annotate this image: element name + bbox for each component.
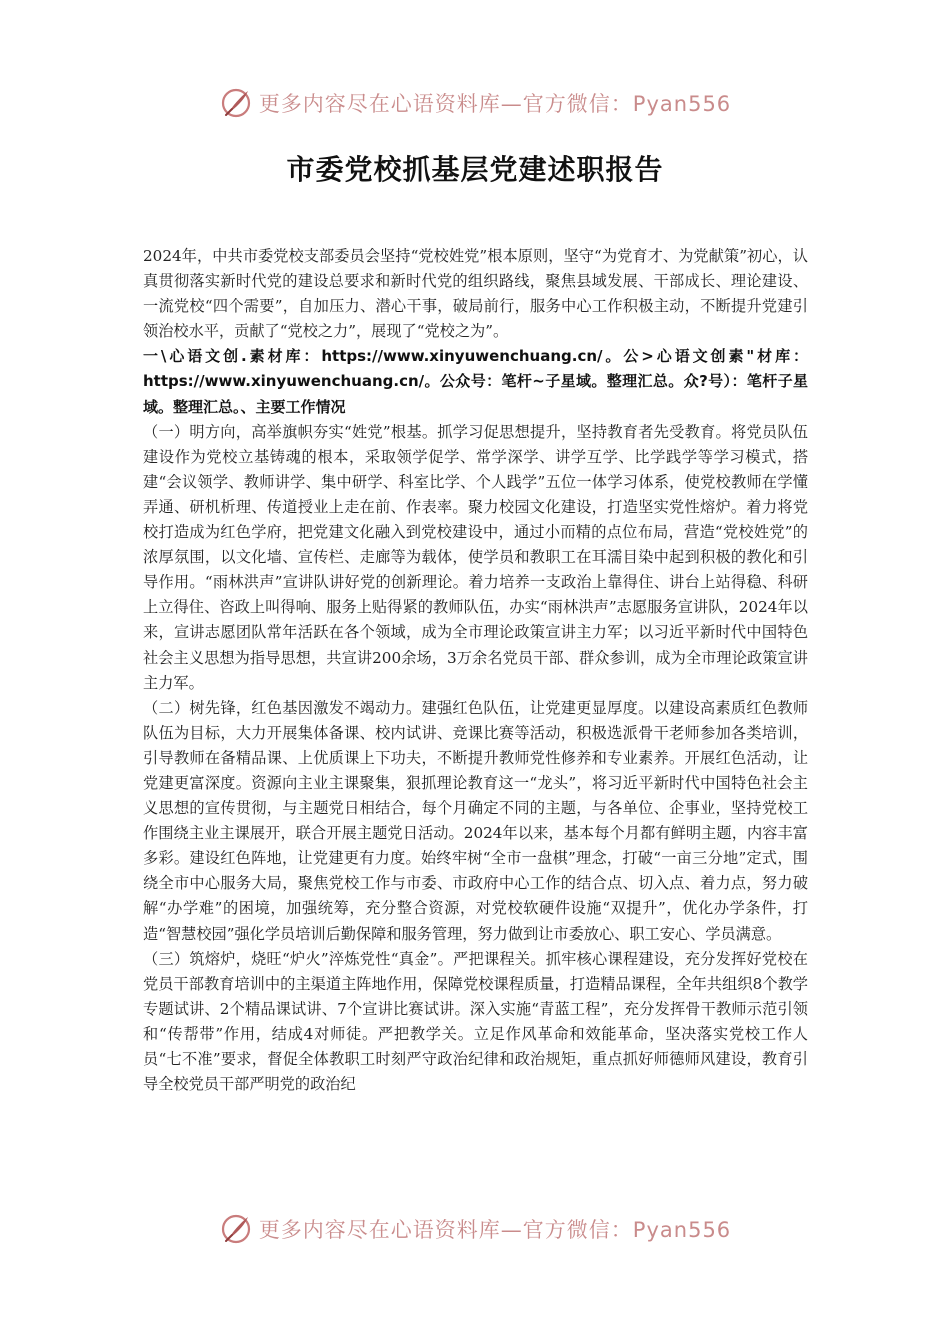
document-title: 市委党校抓基层党建述职报告	[286, 153, 664, 186]
watermark-banner-top	[0, 83, 950, 123]
watermark-group	[219, 1212, 731, 1246]
body-paragraph-2: （二）树先锋，红色基因激发不竭动力。建强红色队伍，让党建更显厚度。以建设高素质红色教师队伍为目标，大力开展集体备课、校内试讲、竞课比赛等活动，积极选派骨干老师参加各类培训，引导教师在备精品课、上优质课上下功夫，不断提升教师党性修养和专业素养。开展红色活动，让党建更富深度。资源向主业主课聚集，狠抓理论教育这一“龙头”，将习近平新时代中国特色社会主义思想的宣传贯彻，与主题党日相结合，每个月确定不同的主题，与各单位、企事业，坚持党校工作围绕主业主课展开，联合开展主题党日活动。2024年以来，基本每个月都有鲜明主题，内容丰富多彩。建设红色阵地，让党建更有力度。始终牢树“全市一盘棋”理念，打破“一亩三分地”定式，围绕全市中心服务大局，聚焦党校工作与市委、市政府中心工作的结合点、切入点、着力点，努力破解“办学难”的困境，加强统筹，充分整合资源，对党校软硬件设施“双提升”，优化办学条件，打造“智慧校园”强化学员培训后勤保障和服务管理，努力做到让市委放心、职工安心、学员满意。	[143, 698, 808, 943]
quill-pen-icon	[219, 86, 253, 120]
body-paragraph-1: （一）明方向，高举旗帜夯实“姓党”根基。抓学习促思想提升，坚持教育者先受教育。将党员队伍建设作为党校立基铸魂的根本，采取领学促学、常学深学、讲学互学、比学践学等学习模式，搭建“会议领学、教师讲学、集中研学、科室比学、个人践学”五位一体学习体系，使党校教师在学懂弄通、研机析理、传道授业上走在前、作表率。聚力校园文化建设，打造坚实党性熔炉。着力将党校打造成为红色学府，把党建文化融入到党校建设中，通过小而精的点位布局，营造“党校姓党”的浓厚氛围，以文化墙、宣传栏、走廊等为载体，使学员和教职工在耳濡目染中起到积极的教化和引导作用。“雨林洪声”宣讲队讲好党的创新理论。着力培养一支政治上靠得住、讲台上站得稳、科研上立得住、咨政上叫得响、服务上贴得紧的教师队伍，办实“雨林洪声”志愿服务宣讲队，2024年以来，宣讲志愿团队常年活跃在各个领域，成为全市理论政策宣讲主力军；以习近平新时代中国特色社会主义思想为指导思想，共宣讲200余场，3万余名党员干部、群众参训，成为全市理论政策宣讲主力军。	[143, 422, 808, 692]
document-body	[143, 244, 808, 1097]
watermark-text: 更多内容尽在心语资料库—官方微信：Pyan556	[258, 92, 732, 116]
quill-pen-icon	[219, 1212, 253, 1246]
watermark-group	[219, 86, 731, 120]
section-heading-with-watermark: 一\心语文创.素材库：https://www.xinyuwenchuang.cn/。公>心语文创素"材库：https://www.xinyuwenchuang.cn/。公众号：笔杆~子星域。整理汇总。众?号）：笔杆子星域。整理汇总。、主要工作情况	[143, 347, 808, 416]
body-paragraph-3: （三）筑熔炉，烧旺“炉火”淬炼党性“真金”。严把课程关。抓牢核心课程建设，充分发挥好党校在党员干部教育培训中的主渠道主阵地作用，保障党校课程质量，打造精品课程，全年共组织8个教学专题试讲、2个精品课试讲、7个宣讲比赛试讲。深入实施“青蓝工程”，充分发挥骨干教师示范引领和“传帮带”作用，结成4对师徒。严把教学关。立足作风革命和效能革命，坚决落实党校工作人员“七不准”要求，督促全体教职工时刻严守政治纪律和政治规矩，重点抓好师德师风建设，教育引导全校党员干部严明党的政治纪	[143, 949, 808, 1094]
watermark-text: 更多内容尽在心语资料库—官方微信：Pyan556	[258, 1218, 732, 1242]
intro-paragraph: 2024年，中共市委党校支部委员会坚持“党校姓党”根本原则，坚守“为党育才、为党献策”初心，认真贯彻落实新时代党的建设总要求和新时代党的组织路线，聚焦县域发展、干部成长、理论建设、一流党校“四个需要”，自加压力、潜心干事，破局前行，服务中心工作积极主动，不断提升党建引领治校水平，贡献了“党校之力”，展现了“党校之为”。	[143, 247, 808, 341]
watermark-banner-bottom	[0, 1209, 950, 1249]
